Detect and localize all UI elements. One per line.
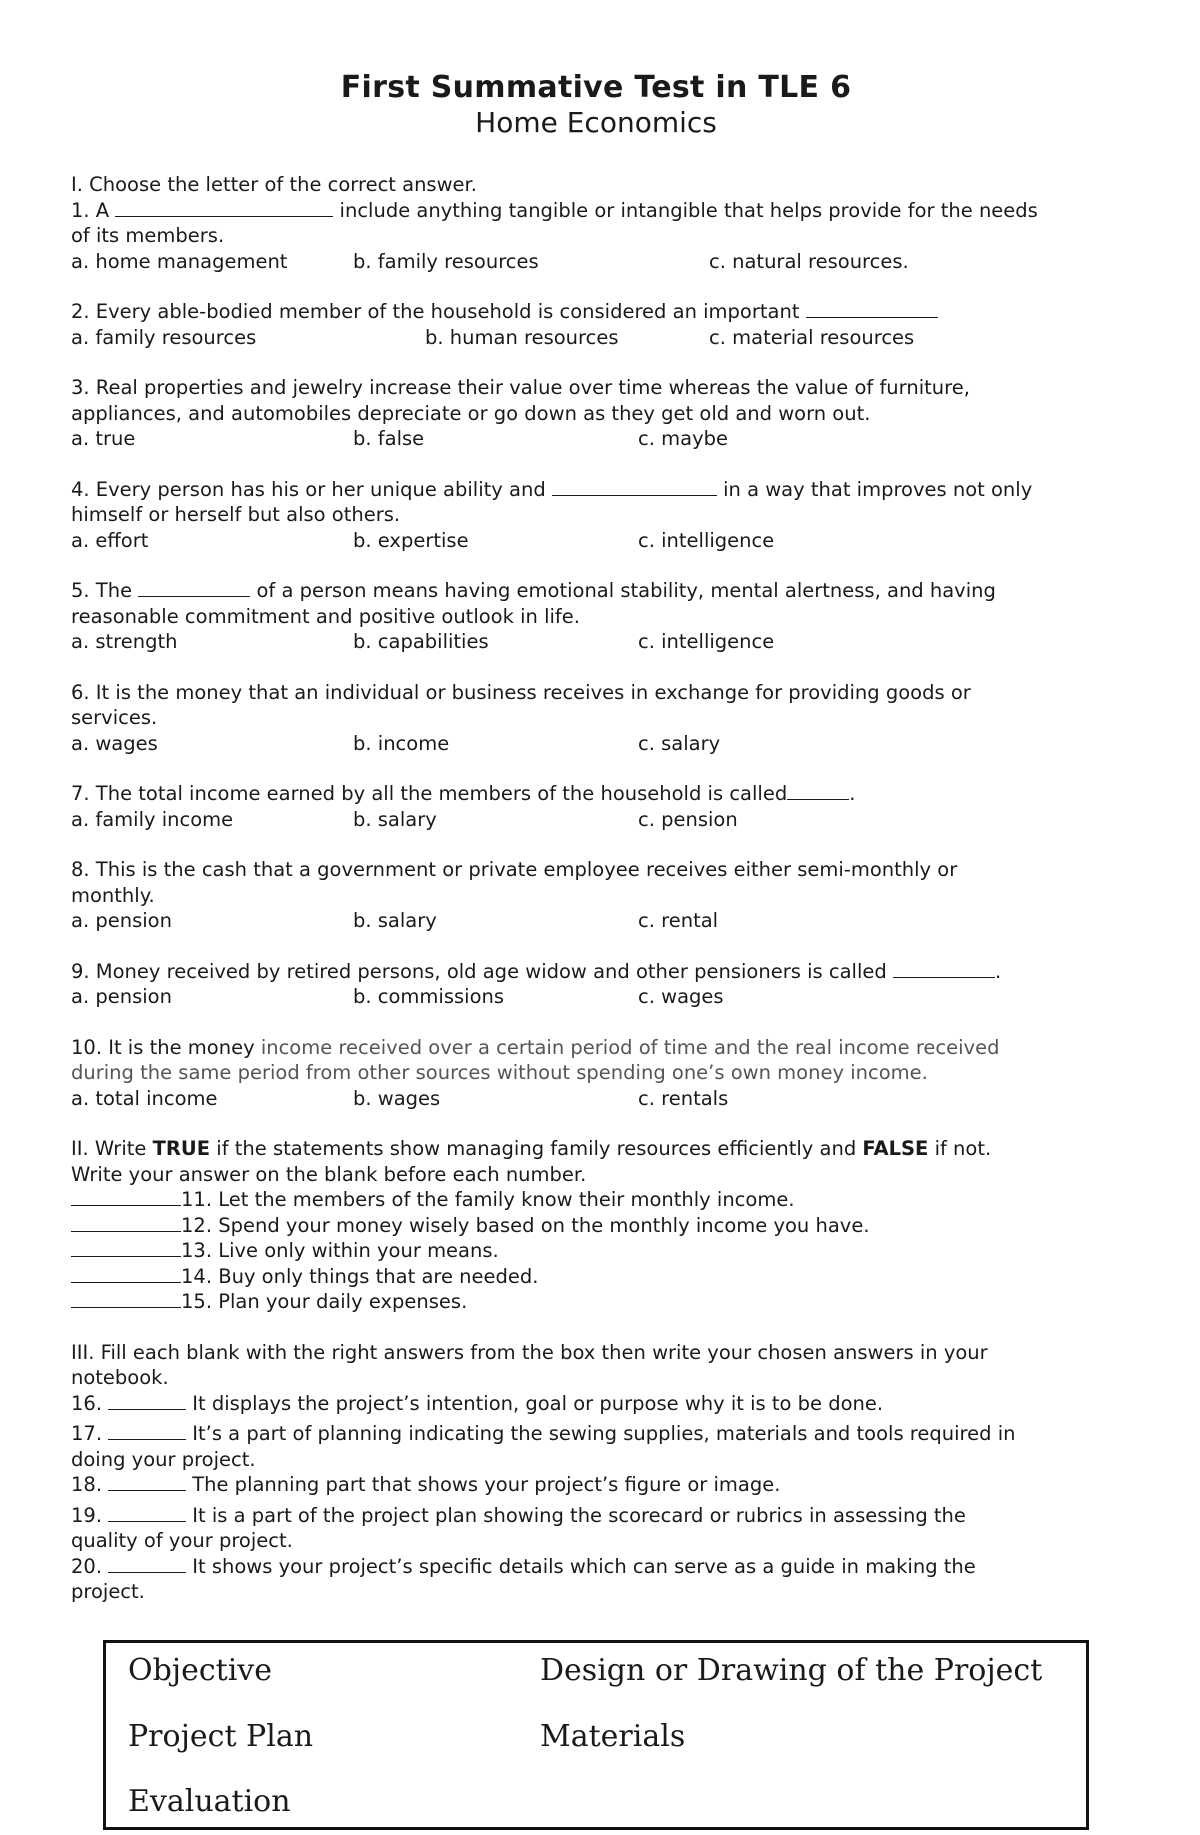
option-a: a. pension [71,909,172,932]
option-c: c. rental [638,909,719,932]
answer-blank [115,198,333,217]
option-a: a. strength [71,630,178,653]
question-2: 2. Every able-bodied member of the household is considered an important [71,299,1121,325]
question-10: 10. It is the money income received over a certain period of time and the real income received [71,1035,1000,1059]
answer-blank [108,1503,186,1522]
test-page [71,70,1121,1605]
option-b: b. salary [353,909,437,932]
question-1-options [71,249,1121,275]
option-a: a. home management [71,249,288,273]
question-4-continuation: himself or herself but also others. [71,503,401,526]
answer-blank [552,477,717,496]
fill-blank-item: 20. It shows your project’s specific details which can serve as a guide in making the [71,1554,976,1578]
answer-blank [787,781,849,800]
question-10-continuation: during the same period from other sources without spending one’s own money income. [71,1061,928,1084]
choice-objective: Objective [128,1653,273,1688]
page-title: First Summative Test in TLE 6 [340,70,852,105]
question-10-options [71,1086,1121,1112]
question-4-options [71,528,1121,554]
question-9: 9. Money received by retired persons, old age widow and other pensioners is called . [71,959,1002,983]
option-c: c. maybe [638,427,728,450]
true-false-item: 12. Spend your money wisely based on the monthly income you have. [71,1213,1121,1239]
part1-instruction: I. Choose the letter of the correct answer. [71,173,477,196]
option-b: b. family resources [353,249,539,273]
true-false-item: 14. Buy only things that are needed. [71,1264,1121,1290]
choice-project-plan: Project Plan [128,1719,314,1754]
fill-blank-item: 17. It’s a part of planning indicating the sewing supplies, materials and tools required in [71,1422,1016,1445]
choice-design-drawing: Design or Drawing of the Project [540,1653,1043,1688]
fill-blank-item-continuation: quality of your project. [71,1529,293,1552]
question-7-options [71,807,1121,833]
option-a: a. wages [71,731,158,755]
option-a: a. family resources [71,325,257,349]
answer-blank [71,1187,181,1206]
question-4: 4. Every person has his or her unique ability and in a way that improves not only [71,477,1033,501]
option-b: b. capabilities [353,630,489,653]
part2-instruction-line2: Write your answer on the blank before each number. [71,1162,587,1186]
answer-blank [71,1213,181,1232]
question-3: 3. Real properties and jewelry increase their value over time whereas the value of furniture, [71,376,970,399]
option-b: b. human resources [425,325,619,349]
answer-blank [71,1264,181,1283]
question-6: 6. It is the money that an individual or business receives in exchange for providing goods or [71,680,971,704]
option-c: c. material resources [709,325,915,349]
option-c: c. pension [638,807,738,831]
question-3-continuation: appliances, and automobiles depreciate or go down as they get old and worn out. [71,401,871,425]
answer-blank [108,1391,186,1410]
option-c: c. intelligence [638,528,775,552]
option-b: b. salary [353,807,437,831]
answer-blank [108,1472,186,1491]
question-5-options [71,629,1121,655]
fill-blank-item: 19. It is a part of the project plan showing the scorecard or rubrics in assessing the [71,1503,966,1527]
true-false-item: 15. Plan your daily expenses. [71,1289,1121,1315]
question-5-continuation: reasonable commitment and positive outlook in life. [71,604,580,628]
true-false-item: 11. Let the members of the family know their monthly income. [71,1187,1121,1213]
choice-evaluation: Evaluation [128,1784,291,1819]
answer-blank [108,1421,186,1440]
question-6-continuation: services. [71,706,158,729]
part3-instruction-line2: notebook. [71,1366,169,1389]
question-9-options [71,984,1121,1010]
answer-blank [71,1289,181,1308]
fill-blank-item: 18. The planning part that shows your project’s figure or image. [71,1473,781,1496]
question-8-continuation: monthly. [71,883,155,907]
answer-blank [138,578,250,597]
answer-blank [108,1554,186,1573]
option-b: b. income [353,731,450,755]
option-c: c. natural resources. [709,249,909,273]
option-c: c. rentals [638,1086,729,1110]
question-1-continuation: of its members. [71,224,225,247]
part3-instruction: III. Fill each blank with the right answers from the box then write your chosen answers in your [71,1340,988,1364]
answer-blank [893,959,995,978]
false-keyword: FALSE [862,1137,929,1160]
fill-blank-item-continuation: project. [71,1580,145,1603]
option-a: a. effort [71,528,149,552]
option-c: c. salary [638,731,721,755]
part2-instruction: II. Write TRUE if the statements show managing family resources efficiently and FALSE if not. [71,1137,992,1160]
question-7: 7. The total income earned by all the members of the household is called . [71,782,856,805]
option-a: a. true [71,427,136,450]
question-8: 8. This is the cash that a government or private employee receives either semi-monthly or [71,858,958,881]
question-8-options [71,908,1121,934]
option-c: c. wages [638,985,724,1008]
question-5: 5. The of a person means having emotional stability, mental alertness, and having [71,579,996,602]
fill-blank-item: 16. It displays the project’s intention, goal or purpose why it is to be done. [71,1391,884,1415]
question-1: 1. A include anything tangible or intangible that helps provide for the needs [71,198,1038,222]
option-b: b. expertise [353,528,469,552]
page-subtitle: Home Economics [475,106,717,139]
option-a: a. pension [71,985,172,1008]
option-a: a. total income [71,1086,218,1110]
option-b: b. wages [353,1086,441,1110]
option-c: c. intelligence [638,630,775,653]
true-keyword: TRUE [152,1137,211,1160]
answer-blank [71,1238,181,1257]
question-3-options [71,426,1121,452]
choice-materials: Materials [540,1719,686,1754]
answer-blank [806,299,938,318]
option-b: b. false [353,427,425,450]
option-a: a. family income [71,807,234,831]
answer-choices-box [103,1640,1089,1830]
option-b: b. commissions [353,985,505,1008]
question-6-options [71,731,1121,757]
true-false-item: 13. Live only within your means. [71,1238,1121,1264]
question-2-options [71,325,1121,351]
fill-blank-item-continuation: doing your project. [71,1447,256,1471]
